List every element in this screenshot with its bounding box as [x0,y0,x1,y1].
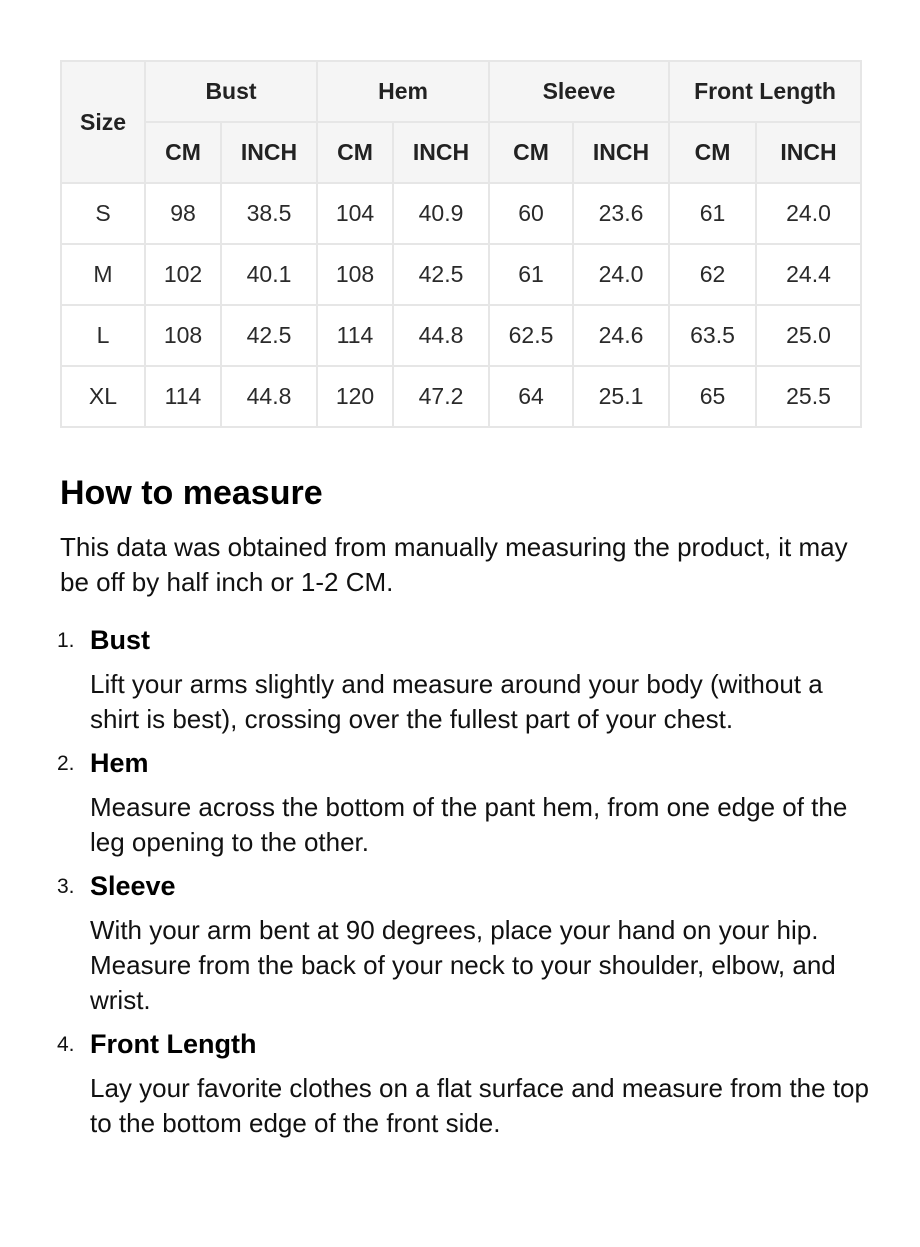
front-length-inch-cell: 25.5 [756,366,861,427]
front-length-inch-cell: 24.4 [756,244,861,305]
unit-header-cm: CM [489,122,573,183]
unit-header-cm: CM [669,122,756,183]
step-description: With your arm bent at 90 degrees, place your hand on your hip. Measure from the back of your neck to your shoulder, elbow, and wrist. [90,915,836,1015]
list-item [57,868,870,1018]
front-length-cm-cell: 63.5 [669,305,756,366]
step-title: Hem [90,748,149,778]
size-chart-table [60,60,862,428]
sleeve-inch-cell: 24.0 [573,244,669,305]
bust-cm-cell: 98 [145,183,221,244]
hem-cm-cell: 114 [317,305,393,366]
unit-header-inch: INCH [573,122,669,183]
sleeve-cm-cell: 64 [489,366,573,427]
table-row [61,305,861,366]
front-length-inch-cell: 25.0 [756,305,861,366]
step-number: 4. [57,1033,75,1056]
list-item [57,622,870,737]
intro-paragraph: This data was obtained from manually measuring the product, it may be off by half inch or 1-2 CM. [60,532,848,597]
step-description: Lay your favorite clothes on a flat surface and measure from the top to the bottom edge of the front side. [90,1073,869,1138]
hem-inch-cell: 42.5 [393,244,489,305]
group-header-hem: Hem [317,61,489,122]
hem-cm-cell: 104 [317,183,393,244]
group-header-front-length: Front Length [669,61,861,122]
bust-inch-cell: 44.8 [221,366,317,427]
hem-inch-cell: 44.8 [393,305,489,366]
step-title: Sleeve [90,871,176,901]
table-row [61,366,861,427]
bust-inch-cell: 40.1 [221,244,317,305]
measure-steps-list [57,622,870,1149]
sleeve-cm-cell: 60 [489,183,573,244]
step-title: Bust [90,625,150,655]
unit-header-cm: CM [145,122,221,183]
list-item [57,745,870,860]
unit-header-cm: CM [317,122,393,183]
front-length-cm-cell: 65 [669,366,756,427]
table-row [61,244,861,305]
size-cell: S [61,183,145,244]
step-description: Measure across the bottom of the pant hem, from one edge of the leg opening to the other. [90,792,848,857]
sleeve-cm-cell: 61 [489,244,573,305]
hem-inch-cell: 40.9 [393,183,489,244]
hem-inch-cell: 47.2 [393,366,489,427]
size-cell: XL [61,366,145,427]
hem-cm-cell: 108 [317,244,393,305]
step-title: Front Length [90,1029,257,1059]
bust-cm-cell: 114 [145,366,221,427]
step-number: 1. [57,629,75,652]
list-item [57,1026,870,1141]
unit-header-inch: INCH [393,122,489,183]
sleeve-inch-cell: 23.6 [573,183,669,244]
group-header-sleeve: Sleeve [489,61,669,122]
table-row [61,183,861,244]
how-to-measure-heading: How to measure [60,474,323,512]
unit-header-inch: INCH [756,122,861,183]
size-cell: M [61,244,145,305]
sleeve-cm-cell: 62.5 [489,305,573,366]
table-body [61,183,861,427]
bust-inch-cell: 42.5 [221,305,317,366]
sleeve-inch-cell: 25.1 [573,366,669,427]
size-column-header: Size [61,61,145,183]
bust-cm-cell: 102 [145,244,221,305]
table-header [61,61,861,183]
bust-inch-cell: 38.5 [221,183,317,244]
hem-cm-cell: 120 [317,366,393,427]
front-length-cm-cell: 62 [669,244,756,305]
front-length-inch-cell: 24.0 [756,183,861,244]
step-number: 3. [57,875,75,898]
step-description: Lift your arms slightly and measure around your body (without a shirt is best), crossing over the fullest part of your chest. [90,669,823,734]
front-length-cm-cell: 61 [669,183,756,244]
size-cell: L [61,305,145,366]
sleeve-inch-cell: 24.6 [573,305,669,366]
group-header-bust: Bust [145,61,317,122]
unit-header-inch: INCH [221,122,317,183]
step-number: 2. [57,752,75,775]
bust-cm-cell: 108 [145,305,221,366]
